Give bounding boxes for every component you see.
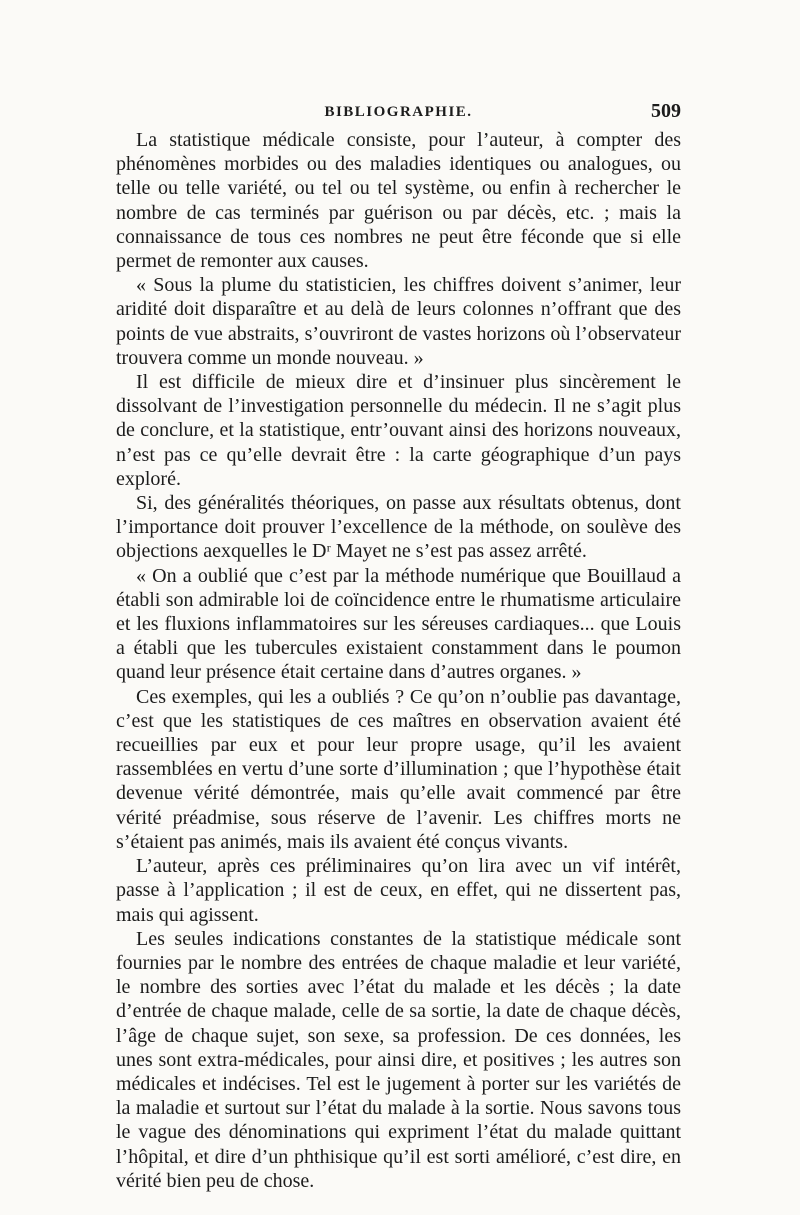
paragraph-application: L’auteur, après ces préliminaires qu’on lira avec un vif intérêt, passe à l’application ; il est de ceux, en effet, qui ne dissertent pas, mais qui agissent. bbox=[116, 855, 681, 926]
paragraph-commentary: Il est difficile de mieux dire et d’insinuer plus sincèrement le dissolvant de l’investigation personnelle du médecin. Il ne s’agit plus de conclure, et la statistique, entr’ouvant ainsi des horizons nouveaux, n’est pas ce qu’elle devrait être : la carte géographique d’un pays exploré. bbox=[116, 371, 681, 490]
running-head bbox=[116, 100, 681, 126]
page-number: 509 bbox=[651, 100, 681, 122]
paragraph-quote-statistician: « Sous la plume du statisticien, les chiffres doivent s’animer, leur aridité doit disparaître et au delà de leurs colonnes n’offrant que des points de vue abstraits, s’ouvriront de vastes horizons où l’observateur trouvera comme un monde nouveau. » bbox=[116, 274, 681, 369]
running-title: BIBLIOGRAPHIE. bbox=[324, 104, 473, 120]
paragraph-definition: La statistique médicale consiste, pour l’auteur, à compter des phénomènes morbides ou des maladies identiques ou analogues, ou telle ou telle variété, ou tel ou tel système, ou enfin à rechercher le nombre de cas terminés par guérison ou par décès, etc. ; mais la connaissance de tous ces nombres ne peut être féconde que si elle permet de remonter aux causes. bbox=[116, 129, 681, 273]
paragraph-objections: Si, des généralités théoriques, on passe aux résultats obtenus, dont l’importance doit prouver l’excellence de la méthode, on soulève des objections aexquelles le Dʳ Mayet ne s’est pas assez arrêté. bbox=[116, 492, 681, 563]
paragraph-indications: Les seules indications constantes de la statistique médicale sont fournies par le nombre des entrées de chaque maladie et leur variété, le nombre des sorties avec l’état du malade et les décès ; la date d’entrée de chaque malade, celle de sa sortie, la date de chaque décès, l’âge de chaque sujet, son sexe, sa profession. De ces données, les unes sont extra-médicales, pour ainsi dire, et positives ; les autres son médicales et indécises. Tel est le jugement à porter sur les variétés de la maladie et surtout sur l’état du malade à la sortie. Nous savons tous le vague des dénominations qui expriment l’état du malade quittant l’hôpital, et dire d’un phthisique qu’il est sorti amélioré, c’est dire, en vérité bien peu de chose. bbox=[116, 927, 681, 1192]
paragraph-quote-bouillaud: « On a oublié que c’est par la méthode numérique que Bouillaud a établi son admirable loi de coïncidence entre le rhumatisme articulaire et les fluxions inflammatoires sur les séreuses cardiaques... que Louis a établi que les tubercules existaient constamment dans le poumon quand leur présence était certaine dans d’autres organes. » bbox=[116, 564, 681, 684]
paragraph-examples: Ces exemples, qui les a oubliés ? Ce qu’on n’oublie pas davantage, c’est que les statistiques de ces maîtres en observation avaient été recueillies par eux et pour leur propre usage, qu’il les avaient rassemblées en vertu d’une sorte d’illumination ; que l’hypothèse était devenue vérité démontrée, mais qu’elle avait commencé par être vérité préadmise, sous réserve de l’avenir. Les chiffres morts ne s’étaient pas animés, mais ils avaient été conçus vivants. bbox=[116, 685, 681, 853]
body-text bbox=[116, 128, 681, 1193]
